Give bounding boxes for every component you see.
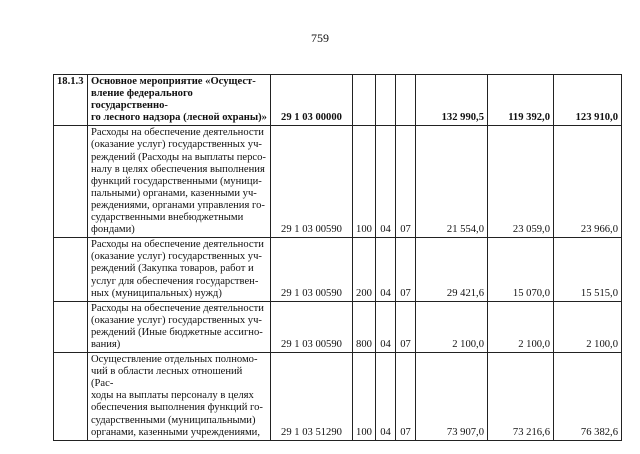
row-rz: 04	[376, 353, 396, 441]
row-name: Расходы на обеспечение деятельности (оказание услуг) государственных уч- реждений (Закупка товаров, работ и услуг для обеспечения государствен- ных (муниципальных) нужд)	[88, 238, 271, 301]
row-value-1: 2 100,0	[416, 301, 488, 352]
row-code	[54, 301, 88, 352]
row-code	[54, 126, 88, 238]
row-vr: 100	[353, 126, 376, 238]
row-rz: 04	[376, 126, 396, 238]
row-csr: 29 1 03 00000	[271, 75, 353, 126]
row-pr: 07	[396, 126, 416, 238]
table-row	[54, 301, 622, 352]
page-number: 759	[311, 31, 329, 45]
row-code	[54, 353, 88, 441]
row-pr: 07	[396, 238, 416, 301]
row-value-1: 73 907,0	[416, 353, 488, 441]
row-name: Основное мероприятие «Осущест- вление федерального государственно- го лесного надзора (лесной охраны)»	[88, 75, 271, 126]
row-value-2: 119 392,0	[488, 75, 554, 126]
row-value-3: 23 966,0	[554, 126, 622, 238]
row-name: Расходы на обеспечение деятельности (оказание услуг) государственных уч- реждений (Иные бюджетные ассигно- вания)	[88, 301, 271, 352]
row-value-3: 123 910,0	[554, 75, 622, 126]
row-csr: 29 1 03 00590	[271, 238, 353, 301]
row-csr: 29 1 03 00590	[271, 301, 353, 352]
row-pr: 07	[396, 353, 416, 441]
table-row	[54, 126, 622, 238]
row-rz: 04	[376, 238, 396, 301]
row-value-2: 15 070,0	[488, 238, 554, 301]
row-name: Расходы на обеспечение деятельности (оказание услуг) государственных уч- реждений (Расходы на выплаты персо- налу в целях обеспечения выполнения функций государственными (муници- пальными) органами, казенными уч- реждениями, органами управления го- сударственными внебюджетными фондами)	[88, 126, 271, 238]
row-vr: 800	[353, 301, 376, 352]
row-rz	[376, 75, 396, 126]
budget-table	[53, 74, 622, 441]
row-pr	[396, 75, 416, 126]
row-value-1: 29 421,6	[416, 238, 488, 301]
row-value-2: 2 100,0	[488, 301, 554, 352]
row-value-3: 15 515,0	[554, 238, 622, 301]
row-code	[54, 238, 88, 301]
row-value-3: 76 382,6	[554, 353, 622, 441]
row-value-2: 73 216,6	[488, 353, 554, 441]
row-name: Осуществление отдельных полномо- чий в области лесных отношений (Рас- ходы на выплаты персоналу в целях обеспечения выполнения функций го- сударственными (муниципальными) органами, казенными учреждениями,	[88, 353, 271, 441]
row-value-3: 2 100,0	[554, 301, 622, 352]
row-csr: 29 1 03 00590	[271, 126, 353, 238]
row-vr: 100	[353, 353, 376, 441]
row-vr	[353, 75, 376, 126]
row-vr: 200	[353, 238, 376, 301]
table-row	[54, 353, 622, 441]
table-row	[54, 238, 622, 301]
row-code: 18.1.3	[54, 75, 88, 126]
row-value-2: 23 059,0	[488, 126, 554, 238]
row-value-1: 21 554,0	[416, 126, 488, 238]
table-row	[54, 75, 622, 126]
row-rz: 04	[376, 301, 396, 352]
row-csr: 29 1 03 51290	[271, 353, 353, 441]
row-pr: 07	[396, 301, 416, 352]
row-value-1: 132 990,5	[416, 75, 488, 126]
